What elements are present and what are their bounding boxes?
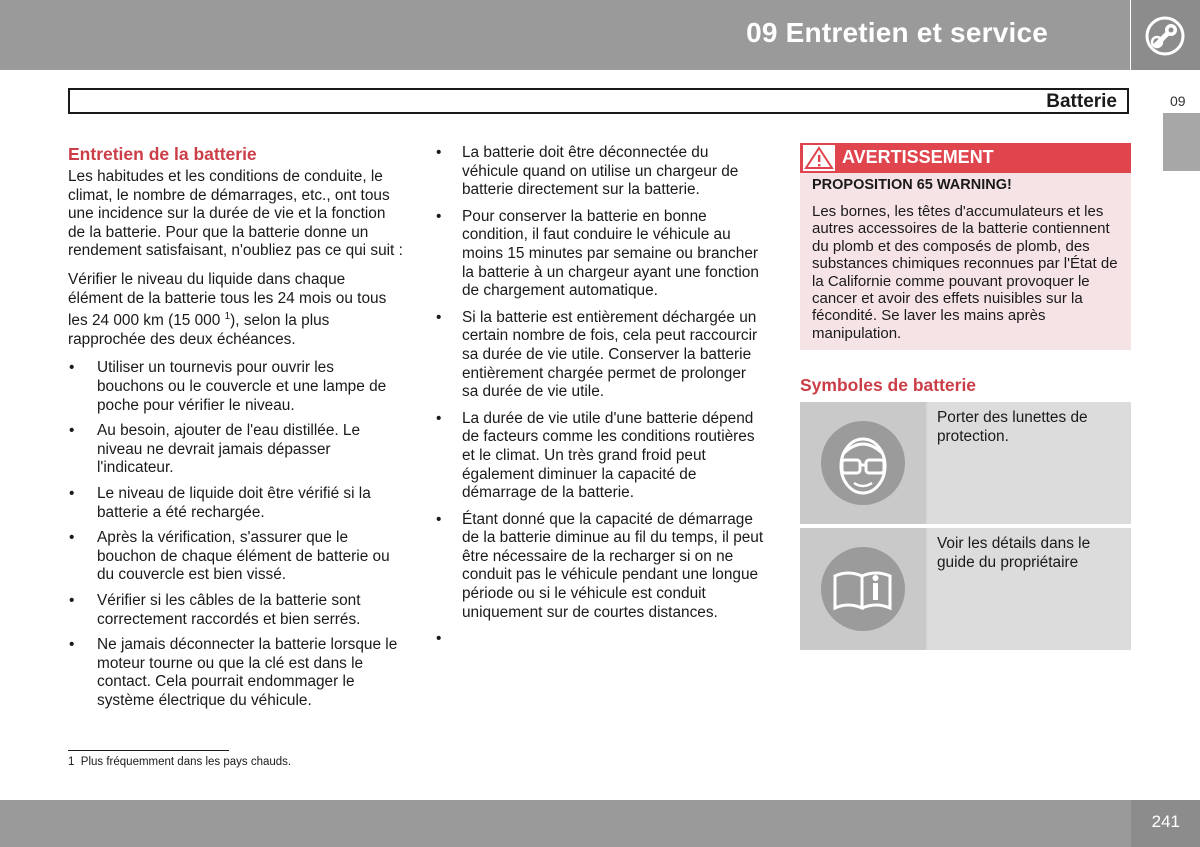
column-left [68, 144, 403, 718]
warning-header [800, 143, 1131, 173]
list-item: • Pour conserver la batterie en bonne condition, il faut conduire le véhicule au moins 15 minutes par semaine ou brancher la batterie à un chargeur ayant une fonction de chargement automatique. [436, 207, 759, 300]
safety-goggles-icon [820, 420, 906, 506]
chapter-tab-label: 09 [1170, 93, 1186, 109]
list-item: • Au besoin, ajouter de l'eau distillée. Le niveau ne devrait jamais dépasser l'indicateur. [69, 422, 361, 477]
footnote [68, 756, 291, 768]
symbol-icon-cell [800, 528, 926, 650]
list-item: • Vérifier si les câbles de la batterie sont correctement raccordés et bien serrés. [69, 592, 361, 628]
chapter-tab [1163, 113, 1200, 171]
manual-info-icon [820, 546, 906, 632]
warning-box [800, 143, 1131, 350]
symbol-description: Voir les détails dans le guide du propriétaire [937, 535, 1091, 571]
wrench-gear-icon [1144, 15, 1186, 57]
intro-paragraph: Les habitudes et les conditions de conduite, le climat, le nombre de démarrages, etc., ont tous une incidence sur la durée de vie et la fonction de la batterie. Pour que la batterie donne un rendement satisfaisant, n'oubliez pas ce qui suit : [68, 168, 403, 260]
middle-bullet-list [435, 144, 765, 648]
footnote-divider [68, 750, 229, 751]
warning-title: AVERTISSEMENT [842, 147, 994, 167]
list-item: • Utiliser un tournevis pour ouvrir les bouchons ou le couvercle et une lampe de poche pour vérifier le niveau. [69, 359, 387, 414]
table-row [800, 528, 1131, 650]
check-paragraph [68, 271, 403, 350]
list-item: • Le niveau de liquide doit être vérifié si la batterie a été rechargée. [69, 485, 371, 521]
check-text-start: Vérifier le niveau du liquide dans chaque élément de la batterie tous les 24 mois ou tous les 24 000 km (15 000 [68, 270, 387, 330]
symbols-heading: Symboles de batterie [800, 375, 977, 395]
list-item: • La durée de vie utile d'une batterie dépend de facteurs comme les conditions routières et le climat. Un très grand froid peut également diminuer la capacité de démarrage de la batterie. [436, 409, 755, 502]
section-title: Batterie [1046, 91, 1117, 112]
symbol-icon-cell [800, 402, 926, 524]
footnote-text: Plus fréquemment dans les pays chauds. [80, 756, 292, 768]
symbol-text-cell [928, 528, 1131, 650]
warning-subtitle: PROPOSITION 65 WARNING! [812, 177, 1012, 193]
symbol-description: Porter des lunettes de protection. [937, 409, 1088, 445]
warning-triangle-icon [803, 145, 835, 171]
list-item: • Si la batterie est entièrement déchargée un certain nombre de fois, cela peut raccourcir sa durée de vie utile. Conserver la batterie entièrement chargée permet de prolonger sa durée de vie utile. [436, 308, 758, 401]
header-bar [0, 0, 1130, 70]
page-number-box [1131, 800, 1200, 847]
table-row [800, 402, 1131, 524]
symbols-table [800, 402, 1131, 650]
chapter-title: 09 Entretien et service [746, 17, 1048, 48]
left-bullet-list [68, 359, 403, 710]
page-number: 241 [1151, 812, 1180, 831]
footer-bar [0, 800, 1200, 847]
list-item-empty: • [436, 630, 442, 648]
section-heading: Entretien de la batterie [68, 144, 257, 164]
footnote-ref: 1 [224, 311, 231, 323]
check-text-end: ), selon la plus rapprochée des deux échéances. [68, 312, 330, 348]
warning-text: Les bornes, les têtes d'accumulateurs et les autres accessoires de la batterie contiennent du plomb et des composés de plomb, des substances chimiques reconnues par l'État de la Californie comme pouvant provoquer le cancer et avoir des effets nuisibles sur la fécondité. Se laver les mains après manipulation. [812, 203, 1118, 342]
list-item: • Après la vérification, s'assurer que le bouchon de chaque élément de batterie ou du couvercle est bien vissé. [69, 529, 390, 584]
list-item: • Étant donné que la capacité de démarrage de la batterie diminue au fil du temps, il peut être nécessaire de la recharger si on ne conduit pas le véhicule pendant une longue période ou si le véhicule est conduit uniquement sur de courtes distances. [436, 510, 764, 621]
symbol-text-cell [928, 402, 1131, 524]
column-middle [435, 144, 765, 656]
list-item: • La batterie doit être déconnectée du véhicule quand on utilise un chargeur de batterie directement sur la batterie. [436, 144, 739, 199]
list-item: • Ne jamais déconnecter la batterie lorsque le moteur tourne ou que la clé est dans le contact. Cela pourrait endommager le système électrique du véhicule. [69, 636, 398, 709]
footnote-number: 1 [68, 756, 75, 768]
chapter-icon-box [1131, 0, 1200, 70]
section-title-box [68, 88, 1129, 114]
